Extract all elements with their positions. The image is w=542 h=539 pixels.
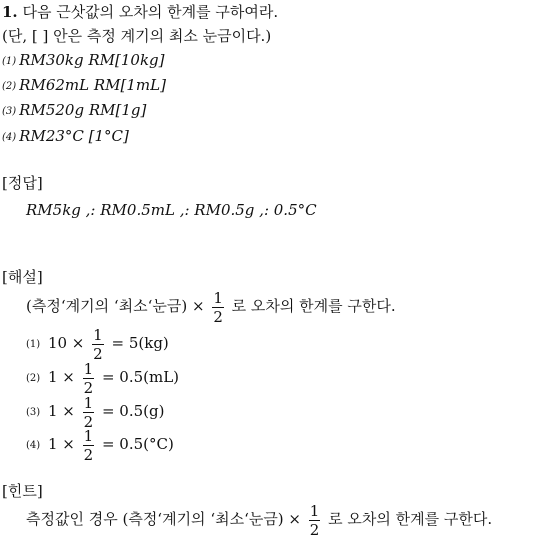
solution-intro — [26, 286, 396, 326]
frac-denominator: 2 — [83, 445, 94, 464]
problem-item-3 — [2, 100, 146, 122]
hint-before: 측정값인 경우 (측정‘계기의 ‘최소‘눈금) × — [26, 510, 302, 528]
fraction — [83, 427, 95, 464]
problem-item-4 — [2, 126, 129, 148]
frac-numerator: 1 — [93, 325, 103, 344]
step-before: 1 × — [47, 402, 75, 420]
answer-text: RM5kg ,: RM0.5mL ,: RM0.5g ,: 0.5°C — [26, 201, 317, 219]
intro-before: (측정‘계기의 ‘최소‘눈금) × — [26, 297, 205, 315]
step-after: = 0.5(g) — [101, 402, 165, 420]
fraction — [212, 289, 224, 326]
step-after: = 5(kg) — [111, 334, 169, 352]
step-after: = 0.5(°C) — [101, 435, 174, 453]
frac-numerator: 1 — [83, 359, 94, 378]
item-label: (3) — [2, 106, 17, 117]
step-label: (3) — [26, 407, 41, 418]
frac-denominator: 2 — [83, 412, 94, 431]
frac-denominator: 2 — [213, 307, 223, 326]
item-text: RM30kg RM[10kg] — [19, 51, 165, 69]
item-label: (4) — [2, 132, 17, 143]
problem-title — [2, 2, 278, 22]
hint-after: 로 오차의 한계를 구한다. — [328, 510, 493, 528]
problem-condition: (단, [ ] 안은 측정 계기의 최소 눈금이다.) — [2, 27, 272, 45]
frac-numerator: 1 — [83, 426, 94, 445]
problem-number: 1. — [2, 3, 18, 21]
hint-header: [힌트] — [2, 482, 43, 500]
item-label: (2) — [2, 81, 17, 92]
answer-header: [정답] — [2, 174, 43, 192]
problem-question: 다음 근삿값의 오차의 한계를 구하여라. — [22, 3, 279, 21]
step-before: 10 × — [47, 334, 85, 352]
step-label: (2) — [26, 373, 41, 384]
problem-item-2 — [2, 75, 166, 97]
step-label: (4) — [26, 440, 41, 451]
frac-denominator: 2 — [83, 378, 94, 397]
item-text: RM520g RM[1g] — [19, 101, 147, 119]
intro-after: 로 오차의 한계를 구한다. — [231, 297, 396, 315]
step-label: (1) — [26, 339, 41, 350]
step-before: 1 × — [47, 435, 75, 453]
step-after: = 0.5(mL) — [101, 368, 180, 386]
item-text: RM62mL RM[1mL] — [19, 76, 166, 94]
item-text: RM23°C [1°C] — [19, 127, 129, 145]
item-label: (1) — [2, 56, 17, 67]
frac-denominator: 2 — [309, 520, 320, 539]
problem-item-1 — [2, 50, 165, 72]
step-before: 1 × — [47, 368, 75, 386]
solution-header: [해설] — [2, 268, 43, 286]
frac-denominator: 2 — [93, 344, 103, 363]
solution-step-4 — [26, 424, 174, 466]
hint-text — [26, 499, 492, 539]
frac-numerator: 1 — [83, 393, 94, 412]
frac-numerator: 1 — [309, 501, 320, 520]
frac-numerator: 1 — [213, 288, 223, 307]
